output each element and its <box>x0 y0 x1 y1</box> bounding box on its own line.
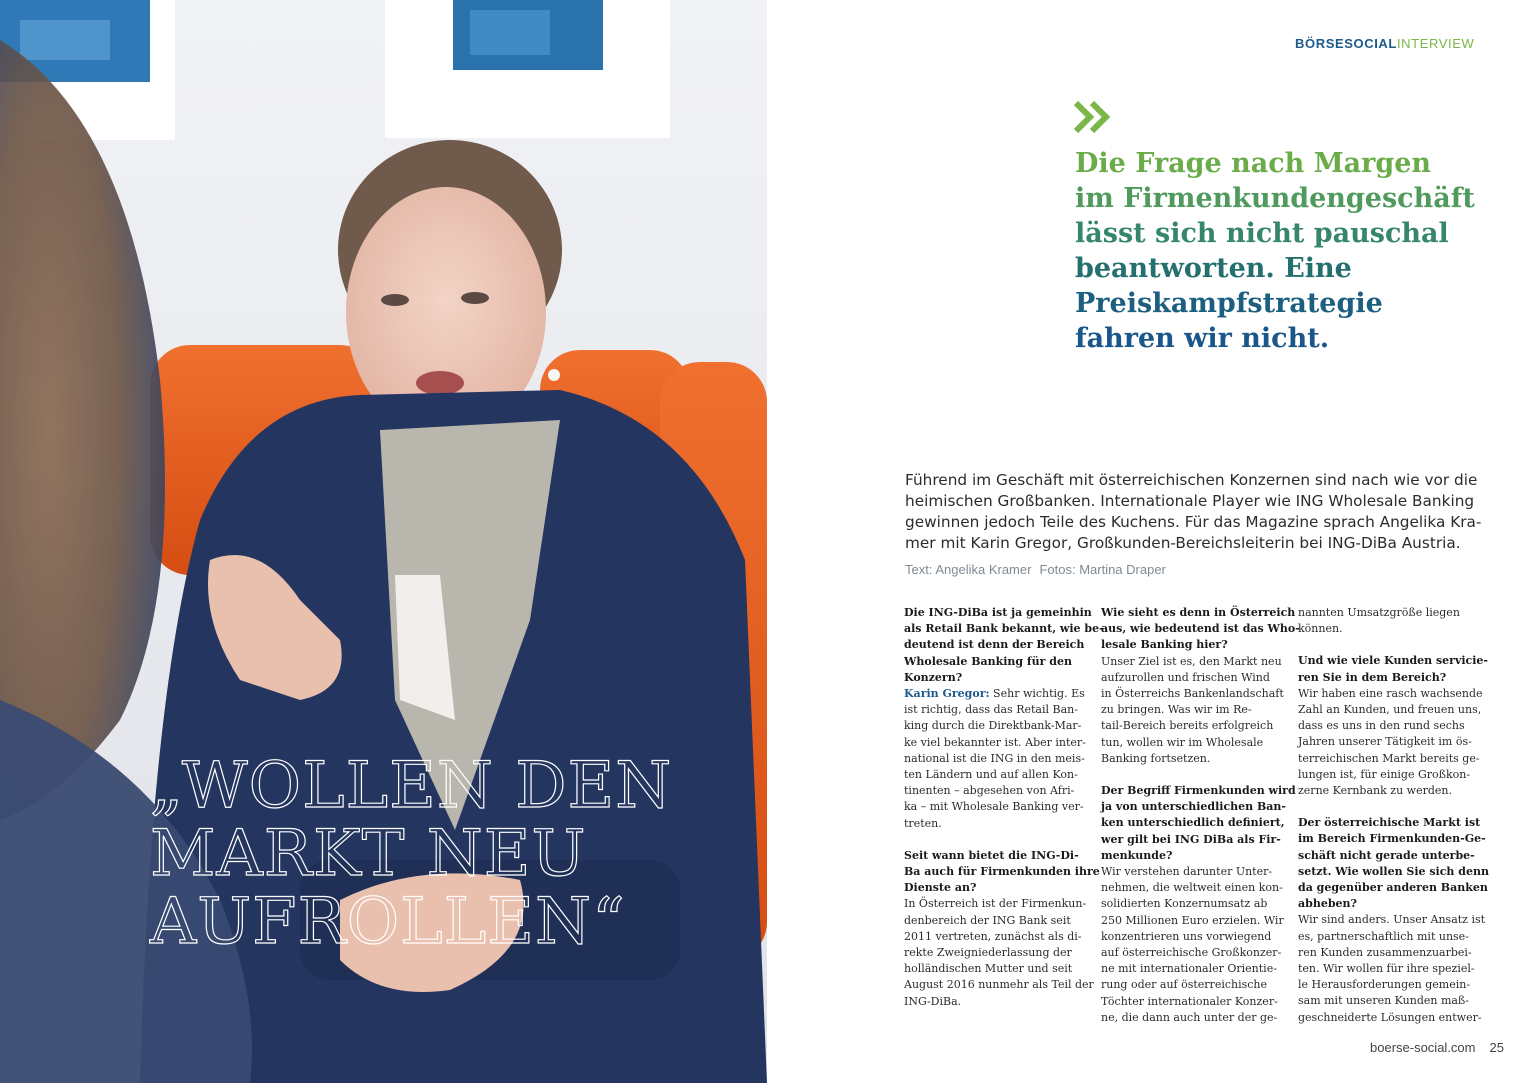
answer-line: solidierten Konzernumsatz ab <box>1101 897 1268 911</box>
answer-line: king durch die Direktbank-Mar- <box>904 719 1082 733</box>
question-line: wer gilt bei ING DiBa als Fir- <box>1101 832 1281 846</box>
question-line: aus, wie bedeutend ist das Who- <box>1101 622 1300 636</box>
brand-name: BÖRSESOCIAL <box>1295 36 1397 51</box>
answer-line: Wir haben eine rasch wachsende <box>1298 686 1483 700</box>
pull-quote-line: lässt sich nicht pauschal <box>1075 218 1449 249</box>
question-line: Wie sieht es denn in Österreich <box>1101 606 1296 619</box>
answer-line: rung oder auf österreichische <box>1101 978 1268 992</box>
question-line: Seit wann bietet die ING-Di- <box>904 848 1079 862</box>
answer-line: 2011 vertreten, zunächst als di- <box>904 929 1082 943</box>
answer-line: dass es uns in den rund sechs <box>1298 719 1465 733</box>
answer-line: geschneiderte Lösungen entwer- <box>1298 1010 1482 1024</box>
answer-line: in Österreichs Bankenlandschaft <box>1101 687 1284 701</box>
answer-line: tun, wollen wir im Wholesale <box>1101 735 1264 749</box>
answer-line: national ist die ING in den meis- <box>904 751 1085 765</box>
pull-quote-line: beantworten. Eine <box>1075 253 1352 284</box>
answer-line: ten. Wir wollen für ihre speziel- <box>1298 962 1475 976</box>
answer-line: ren Kunden zusammenzuarbei- <box>1298 945 1472 959</box>
answer-line: nehmen, die weltweit einen kon- <box>1101 881 1283 895</box>
answer-line: Wir verstehen darunter Unter- <box>1101 865 1273 879</box>
answer-line: sam mit unseren Kunden maß- <box>1298 994 1469 1008</box>
question-line: Der Begriff Firmenkunden wird <box>1101 784 1296 798</box>
answer-line: Töchter internationaler Konzer- <box>1101 994 1278 1008</box>
answer-line: Jahren unserer Tätigkeit im ös- <box>1298 735 1472 749</box>
question-line: menkunde? <box>1101 848 1173 862</box>
section-name: INTERVIEW <box>1396 36 1475 51</box>
intro-paragraph <box>905 470 1505 554</box>
answer-line: aufzurollen und frischen Wind <box>1101 670 1270 684</box>
photo-credit: Fotos: Martina Draper <box>1039 562 1166 577</box>
question-line: Die ING-DiBa ist ja gemeinhin <box>904 606 1092 619</box>
question-line: deutend ist denn der Bereich <box>904 638 1085 652</box>
answer-line: terreichischen Markt bereits ge- <box>1298 751 1480 765</box>
headline-line: „WOLLEN DEN <box>150 749 673 823</box>
answer-line: zu bringen. Was wir im Re- <box>1101 703 1252 717</box>
double-chevron-icon <box>1074 100 1112 134</box>
answer-line: auf österreichische Großkonzer- <box>1101 946 1282 960</box>
pull-quote-line: im Firmenkundengeschäft <box>1075 183 1475 214</box>
page-footer <box>1370 1040 1504 1055</box>
answer-line: konzentrieren uns vorwiegend <box>1101 929 1272 943</box>
intro-line: Führend im Geschäft mit österreichischen Konzernen sind nach wie vor die <box>905 471 1478 489</box>
intro-line: mer mit Karin Gregor, Großkunden-Bereichsleiterin bei ING-DiBa Austria. <box>905 534 1461 552</box>
question-line: im Bereich Firmenkunden-Ge- <box>1298 832 1486 846</box>
paragraph-gap <box>1101 767 1283 783</box>
answer-line: zerne Kernbank zu werden. <box>1298 784 1452 798</box>
answer-line: können. <box>1298 622 1343 636</box>
answer-line: tail-Bereich bereits erfolgreich <box>1101 719 1274 733</box>
answer-line <box>904 686 1086 702</box>
answer-line: ke viel bekannter ist. Aber inter- <box>904 735 1086 749</box>
answer-line: le Herausforderungen gemein- <box>1298 978 1471 992</box>
pull-quote <box>1075 146 1495 356</box>
answer-line: In Österreich ist der Firmenkun- <box>904 897 1087 911</box>
answer-line: August 2016 nunmehr als Teil der <box>904 978 1094 992</box>
section-label <box>1295 36 1474 51</box>
intro-line: gewinnen jedoch Teile des Kuchens. Für das Magazine sprach Angelika Kra- <box>905 513 1482 531</box>
answer-line: ne mit internationaler Orientie- <box>1101 962 1277 976</box>
speaker-name: Karin Gregor: <box>904 687 990 701</box>
answer-line: ist richtig, dass das Retail Ban- <box>904 703 1078 717</box>
question-line: Ba auch für Firmenkunden ihre <box>904 865 1100 879</box>
question-line: Dienste an? <box>904 881 977 895</box>
answer-line: 250 Millionen Euro erzielen. Wir <box>1101 913 1284 927</box>
headline-line: AUFROLLEN“ <box>150 885 626 959</box>
text-column-3 <box>1298 605 1489 1026</box>
question-line: Wholesale Banking für den <box>904 654 1072 668</box>
article-page <box>767 0 1536 1083</box>
answer-line: denbereich der ING Bank seit <box>904 913 1071 927</box>
paragraph-gap <box>1298 799 1480 815</box>
answer-line: Wir sind anders. Unser Ansatz ist <box>1298 913 1486 927</box>
paragraph-gap <box>904 832 1086 848</box>
credits <box>905 562 1166 577</box>
question-line: lesale Banking hier? <box>1101 638 1228 652</box>
answer-line: nannten Umsatzgröße liegen <box>1298 606 1460 619</box>
question-line: Und wie viele Kunden servicie- <box>1298 654 1488 668</box>
answer-line: ING-DiBa. <box>904 994 962 1008</box>
photo-headline <box>150 749 673 959</box>
answer-line: Unser Ziel ist es, den Markt neu <box>1101 654 1282 668</box>
answer-line: treten. <box>904 816 942 830</box>
interview-photo <box>0 0 767 1083</box>
answer-line: es, partnerschaftlich mit unse- <box>1298 929 1469 943</box>
pull-quote-line: Preiskampfstrategie <box>1075 288 1383 319</box>
answer-line: holländischen Mutter und seit <box>904 962 1073 976</box>
paragraph-gap <box>1298 637 1480 653</box>
question-line: abheben? <box>1298 897 1357 911</box>
question-line: Der österreichische Markt ist <box>1298 816 1481 830</box>
question-line: Konzern? <box>904 670 963 684</box>
question-line: ren Sie in dem Bereich? <box>1298 670 1447 684</box>
footer-site: boerse-social.com <box>1370 1040 1476 1055</box>
question-line: als Retail Bank bekannt, wie be- <box>904 622 1104 636</box>
answer-line: ka – mit Wholesale Banking ver- <box>904 800 1084 814</box>
question-line: schäft nicht gerade unterbe- <box>1298 848 1475 862</box>
pull-quote-line: Die Frage nach Margen <box>1075 148 1432 179</box>
page-number: 25 <box>1489 1040 1504 1055</box>
answer-line: rekte Zweigniederlassung der <box>904 946 1072 960</box>
answer-line: ten Ländern und auf allen Kon- <box>904 768 1078 782</box>
answer-text: Sehr wichtig. Es <box>989 687 1085 701</box>
question-line: da gegenüber anderen Banken <box>1298 881 1488 895</box>
answer-line: tinenten – abgesehen von Afri- <box>904 784 1075 798</box>
question-line: ken unterschiedlich definiert, <box>1101 816 1285 830</box>
answer-line: ne, die dann auch unter der ge- <box>1101 1010 1278 1024</box>
text-column-2 <box>1101 605 1300 1026</box>
answer-line: lungen ist, für einige Großkon- <box>1298 767 1471 781</box>
answer-line: Banking fortsetzen. <box>1101 751 1211 765</box>
pull-quote-line: fahren wir nicht. <box>1075 323 1330 354</box>
text-column-1 <box>904 605 1104 1010</box>
text-credit: Text: Angelika Kramer <box>905 562 1032 577</box>
question-line: setzt. Wie wollen Sie sich denn <box>1298 864 1489 878</box>
question-line: ja von unterschiedlichen Ban- <box>1101 800 1286 814</box>
headline-line: MARKT NEU <box>150 817 587 891</box>
answer-line: Zahl an Kunden, und freuen uns, <box>1298 703 1482 717</box>
intro-line: heimischen Großbanken. Internationale Player wie ING Wholesale Banking <box>905 492 1475 510</box>
